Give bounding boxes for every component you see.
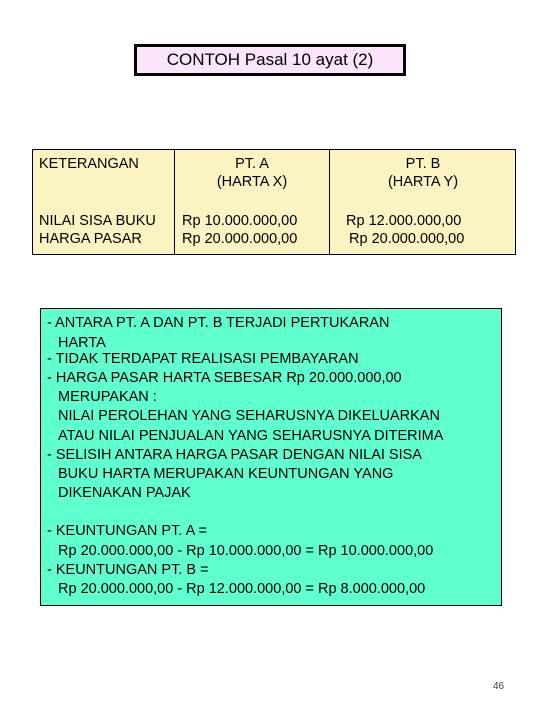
- note-line: NILAI PEROLEHAN YANG SEHARUSNYA DIKELUARKAN: [58, 408, 440, 424]
- note-line: - TIDAK TERDAPAT REALISASI PEMBAYARAN: [47, 351, 359, 367]
- header-pt-a: PT. A: [235, 156, 269, 172]
- row-label: HARGA PASAR: [39, 231, 142, 247]
- row-value-pt-b: Rp 12.000.000,00: [346, 213, 462, 229]
- calculation-line: Rp 20.000.000,00 - Rp 10.000.000,00 = Rp 10.000.000,00: [58, 543, 434, 559]
- header-pt-b-asset: (HARTA Y): [387, 174, 459, 190]
- slide-title-box: [134, 44, 406, 76]
- calculation-line: Rp 20.000.000,00 - Rp 12.000.000,00 = Rp 8.000.000,00: [58, 581, 426, 597]
- note-line: MERUPAKAN :: [58, 389, 157, 405]
- header-keterangan: KETERANGAN: [39, 156, 139, 172]
- note-line: DIKENAKAN PAJAK: [58, 485, 191, 501]
- comparison-table: [32, 149, 516, 255]
- calculation-line: - KEUNTUNGAN PT. B =: [47, 562, 209, 578]
- row-value-pt-a: Rp 20.000.000,00: [182, 231, 298, 247]
- page-number: 46: [493, 681, 505, 692]
- note-line: - HARGA PASAR HARTA SEBESAR Rp 20.000.000,00: [47, 370, 402, 386]
- header-pt-a-asset: (HARTA X): [216, 174, 288, 190]
- row-value-pt-a: Rp 10.000.000,00: [182, 213, 298, 229]
- note-line: BUKU HARTA MERUPAKAN KEUNTUNGAN YANG: [58, 466, 394, 482]
- explanation-box: [40, 308, 502, 606]
- slide-title: CONTOH Pasal 10 ayat (2): [166, 50, 374, 69]
- note-line: ATAU NILAI PENJUALAN YANG SEHARUSNYA DITERIMA: [58, 428, 444, 444]
- row-value-pt-b: Rp 20.000.000,00: [349, 231, 465, 247]
- note-line: - ANTARA PT. A DAN PT. B TERJADI PERTUKARAN: [47, 315, 390, 331]
- note-line: HARTA: [58, 335, 106, 351]
- row-label: NILAI SISA BUKU: [39, 213, 156, 229]
- note-line: - SELISIH ANTARA HARGA PASAR DENGAN NILAI SISA: [47, 447, 422, 463]
- header-pt-b: PT. B: [405, 156, 441, 172]
- calculation-line: - KEUNTUNGAN PT. A =: [47, 523, 207, 539]
